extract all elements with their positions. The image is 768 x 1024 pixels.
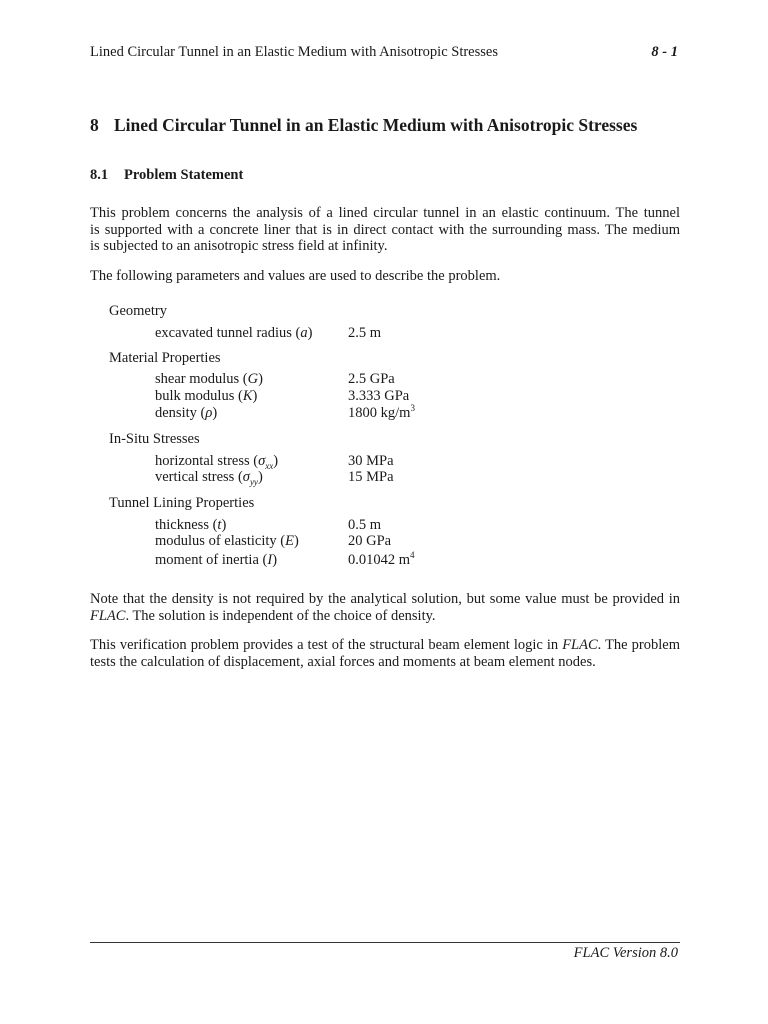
elastic-modulus-label: modulus of elasticity (E) xyxy=(155,533,299,549)
horizontal-stress-value: 30 MPa xyxy=(348,453,394,469)
section-heading xyxy=(90,167,243,184)
section-title: Problem Statement xyxy=(124,167,244,183)
flac-name: FLAC xyxy=(90,607,126,624)
inertia-exponent: 4 xyxy=(410,550,415,561)
note-line: FLAC. The solution is independent of the choice of density. xyxy=(90,607,436,624)
footer-version: FLAC Version 8.0 xyxy=(573,945,678,961)
bulk-modulus-value: 3.333 GPa xyxy=(348,388,410,404)
vertical-subscript: yy xyxy=(249,476,258,487)
chapter-heading xyxy=(90,115,637,136)
horizontal-sigma: σ xyxy=(258,453,266,469)
intro-line: is supported with a concrete liner that is in direct contact with the surrounding mass. The medium xyxy=(90,221,680,238)
radius-label: excavated tunnel radius (a) xyxy=(155,325,313,341)
density-note-paragraph xyxy=(90,591,680,624)
density-label: density (ρ) xyxy=(155,405,218,421)
radius-value: 2.5 m xyxy=(348,325,382,341)
flac-name: FLAC xyxy=(562,637,598,653)
geometry-heading: Geometry xyxy=(109,303,167,319)
vertical-stress-value: 15 MPa xyxy=(348,469,394,485)
material-heading: Material Properties xyxy=(109,350,221,366)
intro-paragraph xyxy=(90,205,680,255)
thickness-value: 0.5 m xyxy=(348,517,382,533)
inertia-value: 0.01042 $m^4$ xyxy=(348,550,415,568)
density-exponent: 3 xyxy=(410,403,415,414)
running-header-title: Lined Circular Tunnel in an Elastic Medium with Anisotropic Stresses xyxy=(90,44,498,60)
lining-heading: Tunnel Lining Properties xyxy=(109,495,255,511)
shear-modulus-value: 2.5 GPa xyxy=(348,371,395,387)
density-symbol: ρ xyxy=(205,405,213,421)
bulk-symbol: K xyxy=(242,388,253,404)
elastic-modulus-symbol: E xyxy=(285,533,294,549)
bulk-modulus-label: bulk modulus (K) xyxy=(155,388,258,404)
vertical-stress-label: vertical stress $(\sigma_{yy})$ xyxy=(155,469,263,487)
intro-line: This problem concerns the analysis of a lined circular tunnel in an elastic continuum. The tunnel xyxy=(90,205,680,221)
radius-symbol: a xyxy=(300,325,308,341)
parameters-intro: The following parameters and values are used to describe the problem. xyxy=(90,268,501,284)
intro-line: is subjected to an anisotropic stress field at infinity. xyxy=(90,238,388,255)
thickness-label: thickness (t) xyxy=(155,517,227,533)
verification-line: tests the calculation of displacement, axial forces and moments at beam element nodes. xyxy=(90,653,596,670)
density-value: 1800 $kg/m^3$ xyxy=(348,403,415,421)
chapter-title: Lined Circular Tunnel in an Elastic Medium with Anisotropic Stresses xyxy=(114,115,638,135)
note-line: Note that the density is not required by the analytical solution, but some value must be provided in xyxy=(90,591,680,607)
elastic-modulus-value: 20 GPa xyxy=(348,533,392,549)
horizontal-stress-label: horizontal stress $(\sigma_{xx})$ xyxy=(155,453,279,471)
section-number: 8.1 xyxy=(90,167,109,183)
inertia-label: moment of inertia (I) xyxy=(155,552,278,568)
shear-symbol: G xyxy=(247,371,259,387)
chapter-number: 8 xyxy=(90,115,99,135)
shear-modulus-label: shear modulus (G) xyxy=(155,371,263,387)
vertical-sigma: σ xyxy=(242,469,250,485)
verification-paragraph xyxy=(90,637,680,670)
footer-rule xyxy=(90,942,680,943)
thickness-symbol: t xyxy=(217,517,222,533)
horizontal-subscript: xx xyxy=(265,460,274,471)
page-number: 8 - 1 xyxy=(651,44,678,60)
stresses-heading: In-Situ Stresses xyxy=(109,431,200,447)
verification-line: This verification problem provides a test of the structural beam element logic in FLAC. The problem xyxy=(90,637,680,653)
inertia-symbol: I xyxy=(267,552,273,568)
